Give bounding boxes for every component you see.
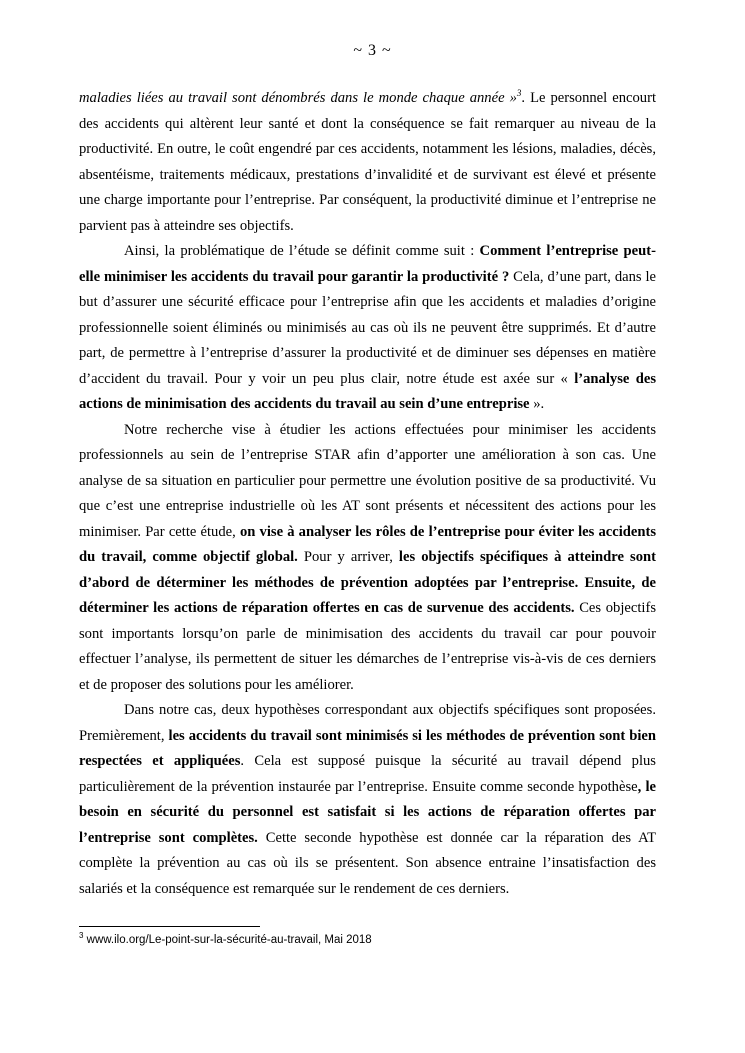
footnote-ref[interactable]: 3 xyxy=(516,88,522,99)
paragraph-4: Dans notre cas, deux hypothèses correspondant aux objectifs spécifiques sont proposées. Premièrement, les accidents du travail sont minimisés si les méthodes de prévention sont bien respectées et appliquées. Cela est supposé puisque la sécurité au travail dépend plus particulièrement de la prévention instaurée par l’entreprise. Ensuite comme seconde hypothèse, le besoin en sécurité du personnel est satisfait si les actions de réparation offertes par l’entreprise sont complètes. Cette seconde hypothèse est donnée car la réparation des AT complète la prévention au cas où ils se présentent. Son absence entraine l’insatisfaction des salariés et la conséquence est remarquée sur le rendement de ces derniers. xyxy=(79,702,657,897)
footnote xyxy=(79,932,656,948)
research-question: Comment l’entreprise peut-elle minimiser les accidents du travail pour garantir la productivité ? xyxy=(79,243,656,285)
footnote-text[interactable]: www.ilo.org/Le-point-sur-la-sécurité-au-travail, Mai 2018 xyxy=(83,934,372,946)
footnote-number: 3 xyxy=(79,931,84,941)
study-subject: l’analyse des actions de minimisation des accidents du travail au sein d’une entreprise xyxy=(79,370,656,412)
global-objective: on vise à analyser les rôles de l’entreprise pour éviter les accidents du travail, comme objectif global. xyxy=(79,523,656,565)
hypothesis-1: les accidents du travail sont minimisés si les méthodes de prévention sont bien respectées et appliquées xyxy=(79,727,656,769)
specific-objectives: les objectifs spécifiques à atteindre sont d’abord de déterminer les méthodes de prévention adoptées par l’entreprise. Ensuite, de déterminer les actions de réparation offertes en cas de survenue des accidents. xyxy=(79,549,656,616)
paragraph-2: Ainsi, la problématique de l’étude se définit comme suit : Comment l’entreprise peut-elle minimiser les accidents du travail pour garantir la productivité ? Cela, d’une part, dans le but d’assurer une sécurité efficace pour l’entreprise afin que les accidents et maladies d’origine professionnelle soient éliminés ou minimisés au cas où ils ne peuvent être supprimés. Et d’autre part, de permettre à l’entreprise d’assurer la productivité et de diminuer ses dépenses en matière d’accident du travail. Pour y voir un peu plus clair, notre étude est axée sur « l’analyse des actions de minimisation des accidents du travail au sein d’une entreprise ». xyxy=(79,243,657,412)
paragraph-1-text: . Le personnel encourt des accidents qui altèrent leur santé et dont la conséquence se fait remarquer au niveau de la productivité. En outre, le coût engendré par ces accidents, notamment les lésions, maladies, décès, absentéisme, traitements médicaux, prestations d’invalidité et de survivant est élevé et présente une charge importante pour l’entreprise. Par conséquent, la productivité diminue et l’entreprise ne parvient pas à atteindre ses objectifs. xyxy=(79,90,657,234)
page-number: ~ 3 ~ xyxy=(353,42,392,59)
paragraph-1 xyxy=(79,86,656,239)
footnote-divider xyxy=(79,926,260,927)
hypothesis-2: , le besoin en sécurité du personnel est satisfait si les actions de réparation offertes par l’entreprise sont complètes. xyxy=(79,778,656,846)
body-text xyxy=(79,86,656,902)
paragraph-3: Notre recherche vise à étudier les actions effectuées pour minimiser les accidents professionnels au sein de l’entreprise STAR afin d’apporter une amélioration à son cas. Une analyse de sa situation en particulier pour permettre une évolution positive de sa productivité. Vu que c’est une entreprise industrielle où les AT sont présents et nécessitent des actions pour les minimiser. Par cette étude, on vise à analyser les rôles de l’entreprise pour éviter les accidents du travail, comme objectif global. Pour y arriver, les objectifs spécifiques à atteindre sont d’abord de déterminer les méthodes de prévention adoptées par l’entreprise. Ensuite, de déterminer les actions de réparation offertes en cas de survenue des accidents. Ces objectifs sont importants lorsqu’on parle de minimisation des accidents du travail car pour pouvoir effectuer l’analyse, ils permettent de situer les démarches de l’entreprise vis-à-vis de ces derniers et de proposer des solutions pour les améliorer. xyxy=(79,421,656,693)
quote-italic: maladies liées au travail sont dénombrés dans le monde chaque année » xyxy=(79,90,517,106)
